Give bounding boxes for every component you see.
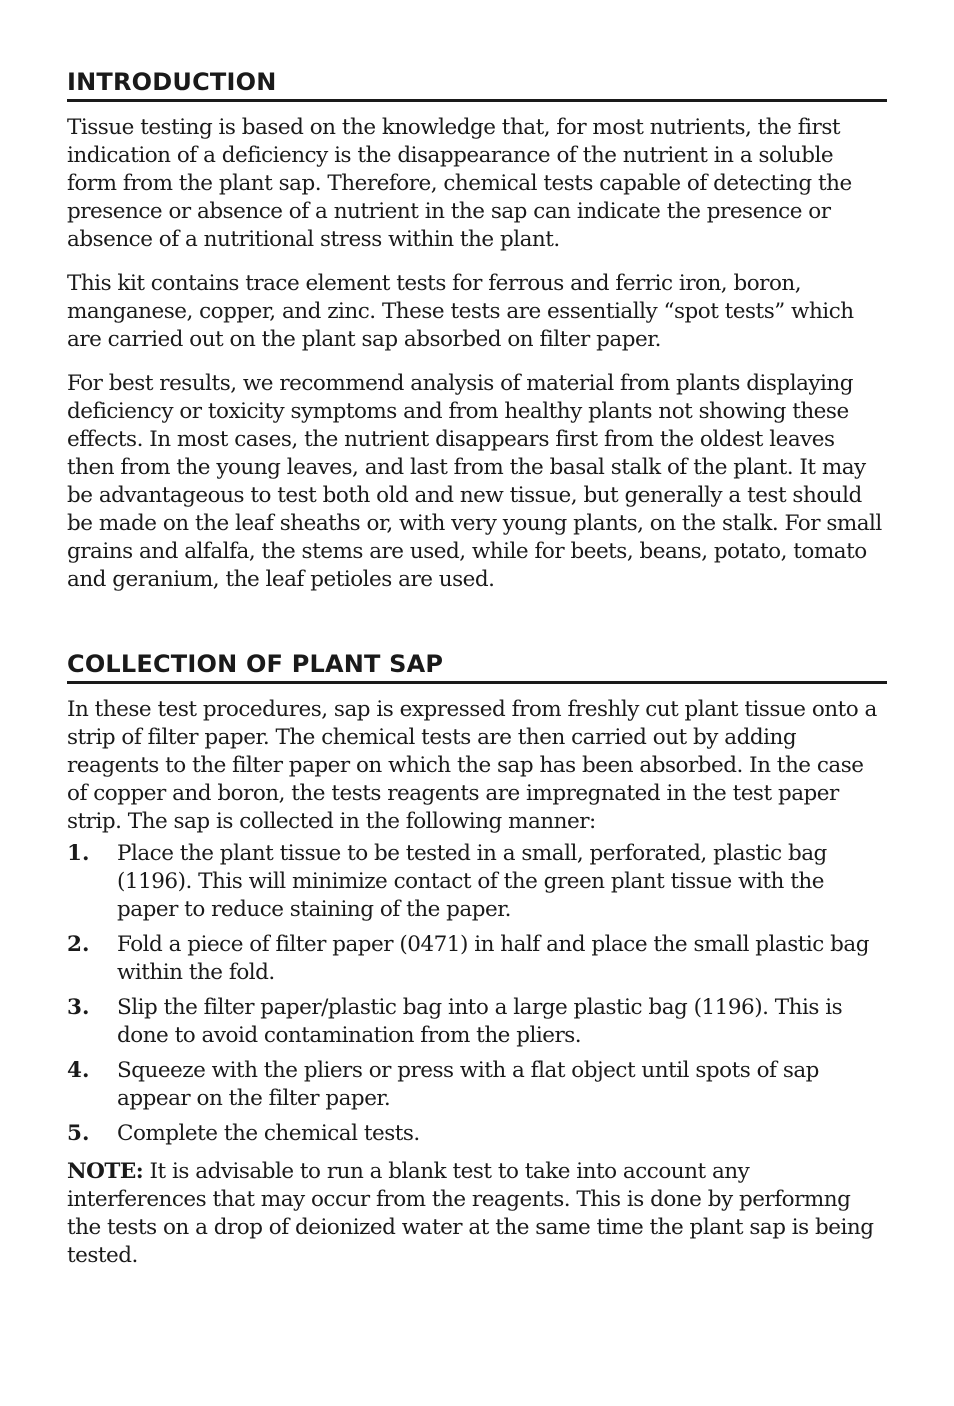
note-text: It is advisable to run a blank test to take into account any interferences that may occur from the reagents. This is done by performng the tests on a drop of deionized water at the same time the plant sap is being tested.: [67, 1159, 874, 1268]
list-item: [67, 994, 887, 1050]
note-paragraph: [67, 1158, 887, 1270]
step-text: Complete the chemical tests.: [117, 1121, 420, 1146]
step-text: Slip the filter paper/plastic bag into a large plastic bag (1196). This is done to avoid contamination from the pliers.: [117, 995, 843, 1048]
note-label: NOTE:: [67, 1159, 144, 1184]
step-number: 4.: [67, 1058, 90, 1083]
list-item: [67, 931, 887, 987]
intro-paragraph-2: This kit contains trace element tests for ferrous and ferric iron, boron, manganese, copper, and zinc. These tests are essentially “spot tests” which are carried out on the plant sap absorbed on filter paper.: [67, 271, 854, 352]
steps-list: [67, 840, 887, 1148]
list-item: [67, 840, 887, 924]
step-text: Place the plant tissue to be tested in a small, perforated, plastic bag (1196). This will minimize contact of the green plant tissue with the paper to reduce staining of the paper.: [117, 841, 827, 922]
section-heading-introduction: INTRODUCTION: [67, 66, 887, 102]
intro-paragraph-3: For best results, we recommend analysis of material from plants displaying deficiency or toxicity symptoms and from healthy plants not showing these effects. In most cases, the nutrient disappears first from the oldest leaves then from the young leaves, and last from the basal stalk of the plant. It may be advantageous to test both old and new tissue, but generally a test should be made on the leaf sheaths or, with very young plants, on the stalk. For small grains and alfalfa, the stems are used, while for beets, beans, potato, tomato and geranium, the leaf petioles are used.: [67, 371, 882, 592]
step-number: 5.: [67, 1121, 90, 1146]
list-item: [67, 1057, 887, 1113]
step-text: Squeeze with the pliers or press with a flat object until spots of sap appear on the filter paper.: [117, 1058, 819, 1111]
collection-paragraph: In these test procedures, sap is expressed from freshly cut plant tissue onto a strip of filter paper. The chemical tests are then carried out by adding reagents to the filter paper on which the sap has been absorbed. In the case of copper and boron, the tests reagents are impregnated in the test paper strip. The sap is collected in the following manner:: [67, 697, 877, 834]
step-number: 2.: [67, 932, 90, 957]
step-text: Fold a piece of filter paper (0471) in half and place the small plastic bag within the fold.: [117, 932, 870, 985]
step-number: 3.: [67, 995, 90, 1020]
intro-paragraph-1: Tissue testing is based on the knowledge that, for most nutrients, the first indication of a deficiency is the disappearance of the nutrient in a soluble form from the plant sap. Therefore, chemical tests capable of detecting the presence or absence of a nutrient in the sap can indicate the presence or absence of a nutritional stress within the plant.: [67, 115, 852, 252]
section-heading-collection: COLLECTION OF PLANT SAP: [67, 648, 887, 684]
document-page: [67, 66, 887, 1270]
step-number: 1.: [67, 841, 90, 866]
list-item: [67, 1120, 887, 1148]
